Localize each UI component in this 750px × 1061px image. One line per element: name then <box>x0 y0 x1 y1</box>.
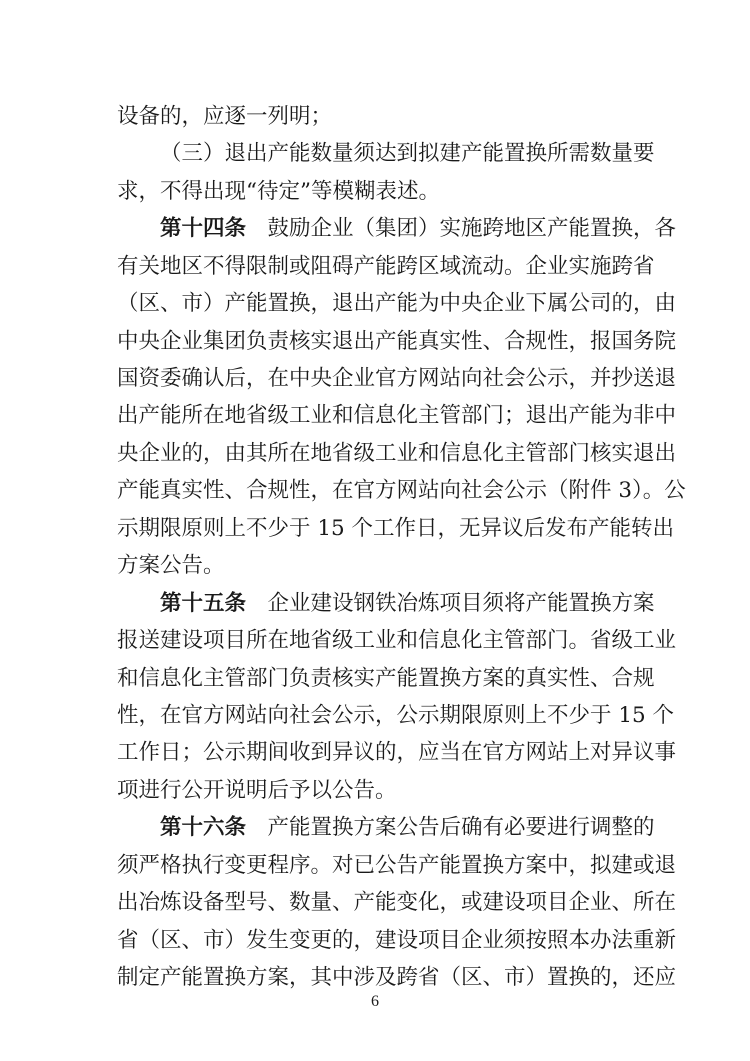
text-line: 报送建设项目所在地省级工业和信息化主管部门。省级工业 <box>117 628 677 653</box>
article-heading: 第十五条 <box>160 591 247 616</box>
text-line: 设备的，应逐一列明； <box>117 104 333 129</box>
text-line: 出冶炼设备型号、数量、产能变化，或建设项目企业、所在 <box>117 890 677 915</box>
text-line: 示期限原则上不少于 15 个工作日，无异议后发布产能转出 <box>117 516 675 541</box>
article-14-heading-line: 第十四条 鼓励企业（集团）实施跨地区产能置换，各 <box>160 216 677 241</box>
text-line: 方案公告。 <box>117 553 225 578</box>
article-heading: 第十四条 <box>160 216 247 241</box>
text-line: 中央企业集团负责核实退出产能真实性、合规性，报国务院 <box>117 329 677 354</box>
text-line: 制定产能置换方案，其中涉及跨省（区、市）置换的，还应 <box>117 965 677 990</box>
text-line: 性，在官方网站向社会公示，公示期限原则上不少于 15 个 <box>117 703 675 728</box>
text-line: （区、市）产能置换，退出产能为中央企业下属公司的，由 <box>117 291 677 316</box>
article-15-heading-line: 第十五条 企业建设钢铁冶炼项目须将产能置换方案 <box>160 591 655 616</box>
text-line: 有关地区不得限制或阻碍产能跨区域流动。企业实施跨省 <box>117 254 655 279</box>
text-line: （三）退出产能数量须达到拟建产能置换所需数量要 <box>160 141 655 166</box>
text-line: 须严格执行变更程序。对已公告产能置换方案中，拟建或退 <box>117 853 677 878</box>
page-number: 6 <box>371 993 379 1010</box>
text-line: 产能真实性、合规性，在官方网站向社会公示（附件 3）。公 <box>117 478 686 503</box>
text-line: 出产能所在地省级工业和信息化主管部门；退出产能为非中 <box>117 403 677 428</box>
text-line: 国资委确认后，在中央企业官方网站向社会公示，并抄送退 <box>117 366 677 391</box>
text-line: 项进行公开说明后予以公告。 <box>117 778 397 803</box>
text-line: 和信息化主管部门负责核实产能置换方案的真实性、合规 <box>117 666 655 691</box>
text-line: 央企业的，由其所在地省级工业和信息化主管部门核实退出 <box>117 441 677 466</box>
text-line: 省（区、市）发生变更的，建设项目企业须按照本办法重新 <box>117 928 677 953</box>
article-16-heading-line: 第十六条 产能置换方案公告后确有必要进行调整的 <box>160 815 655 840</box>
text-line: 工作日；公示期间收到异议的，应当在官方网站上对异议事 <box>117 740 677 765</box>
article-heading: 第十六条 <box>160 815 247 840</box>
text-line: 求，不得出现“待定”等模糊表述。 <box>117 179 440 204</box>
